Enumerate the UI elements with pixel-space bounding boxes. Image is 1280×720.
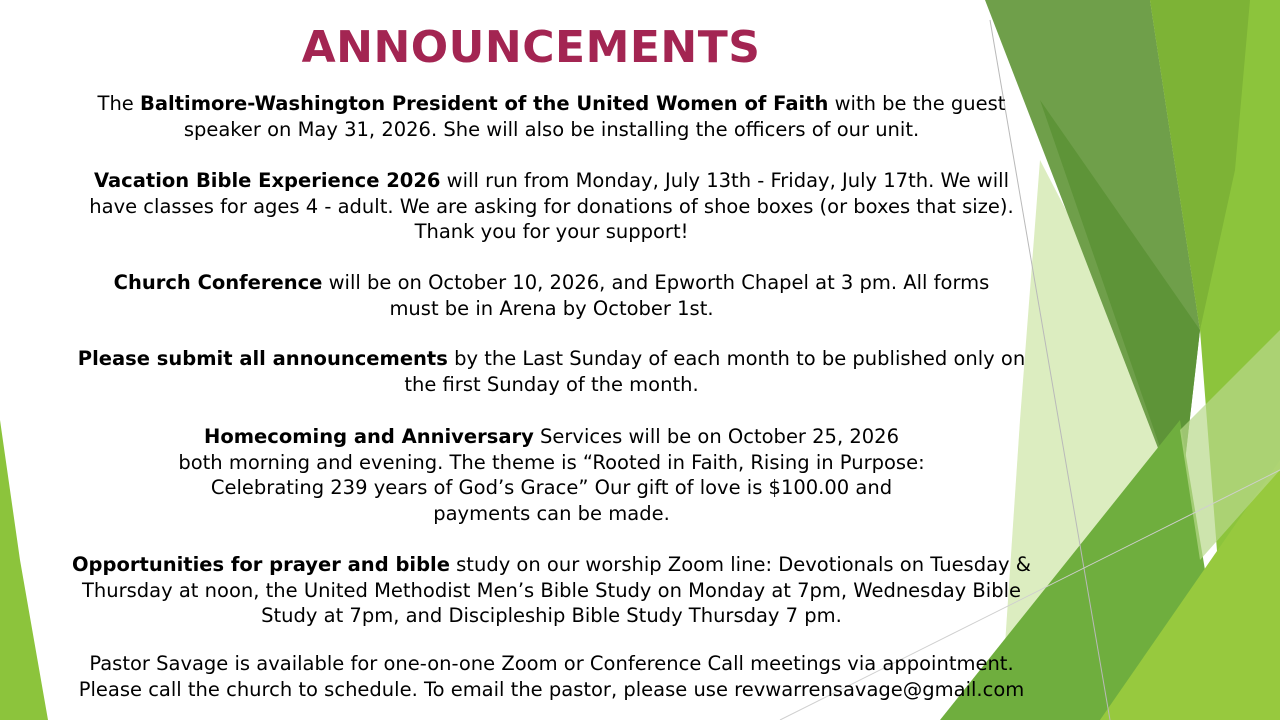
announcement-heading: Vacation Bible Experience 2026 (93, 169, 441, 192)
page-title: ANNOUNCEMENTS (301, 22, 761, 73)
announcement-heading: Opportunities for prayer and bible (71, 553, 450, 576)
announcement-line: Thank you for your support! (414, 220, 689, 243)
announcement-bible-study (50, 552, 1053, 629)
announcement-heading: Homecoming and Anniversary (204, 425, 534, 448)
announcement-line: Church Conference will be on October 10, 2026, and Epworth Chapel at 3 pm. All forms (113, 271, 990, 294)
announcement-pastor-contact (50, 651, 1053, 702)
announcement-line: the first Sunday of the month. (404, 372, 699, 396)
announcement-line: speaker on May 31, 2026. She will also be installing the officers of our unit. (183, 117, 920, 141)
announcement-line: Study at 7pm, and Discipleship Bible Study Thursday 7 pm. (261, 604, 842, 627)
announcement-line: Pastor Savage is available for one-on-one Zoom or Conference Call meetings via appointment. (89, 652, 1014, 675)
announcement-line: Please call the church to schedule. To email the pastor, please use revwarrensavage@gmail.com (78, 677, 1025, 701)
announcement-line: have classes for ages 4 - adult. We are asking for donations of shoe boxes (or boxes that size). (89, 194, 1014, 218)
announcement-line: Please submit all announcements by the Last Sunday of each month to be published only on (77, 347, 1026, 370)
announcement-heading: Baltimore-Washington President of the United Women of Faith (140, 92, 829, 115)
announcement-line: Celebrating 239 years of God’s Grace” Our gift of love is $100.00 and (210, 476, 893, 499)
left-green-facet (0, 420, 48, 720)
announcement-line: Opportunities for prayer and bible study on our worship Zoom line: Devotionals on Tuesday & (71, 553, 1031, 576)
announcement-line: must be in Arena by October 1st. (389, 296, 714, 320)
announcement-line: payments can be made. (433, 501, 670, 525)
announcement-womens-president (50, 91, 1053, 142)
announcement-line: Vacation Bible Experience 2026 will run from Monday, July 13th - Friday, July 17th. We will (93, 169, 1010, 192)
announcement-homecoming (50, 424, 1053, 526)
announcement-line: Thursday at noon, the United Methodist Men’s Bible Study on Monday at 7pm, Wednesday Bible (81, 578, 1021, 602)
announcement-heading: Church Conference (113, 271, 323, 294)
announcement-church-conference (50, 270, 1053, 321)
announcement-line: both morning and evening. The theme is “Rooted in Faith, Rising in Purpose: (178, 450, 925, 474)
announcement-line: The Baltimore-Washington President of the United Women of Faith with be the guest (97, 92, 1006, 115)
announcement-vacation-bible (50, 168, 1053, 245)
announcement-line: Homecoming and Anniversary Services will be on October 25, 2026 (204, 425, 899, 448)
announcement-submit (50, 346, 1053, 397)
announcement-heading: Please submit all announcements (77, 347, 448, 370)
